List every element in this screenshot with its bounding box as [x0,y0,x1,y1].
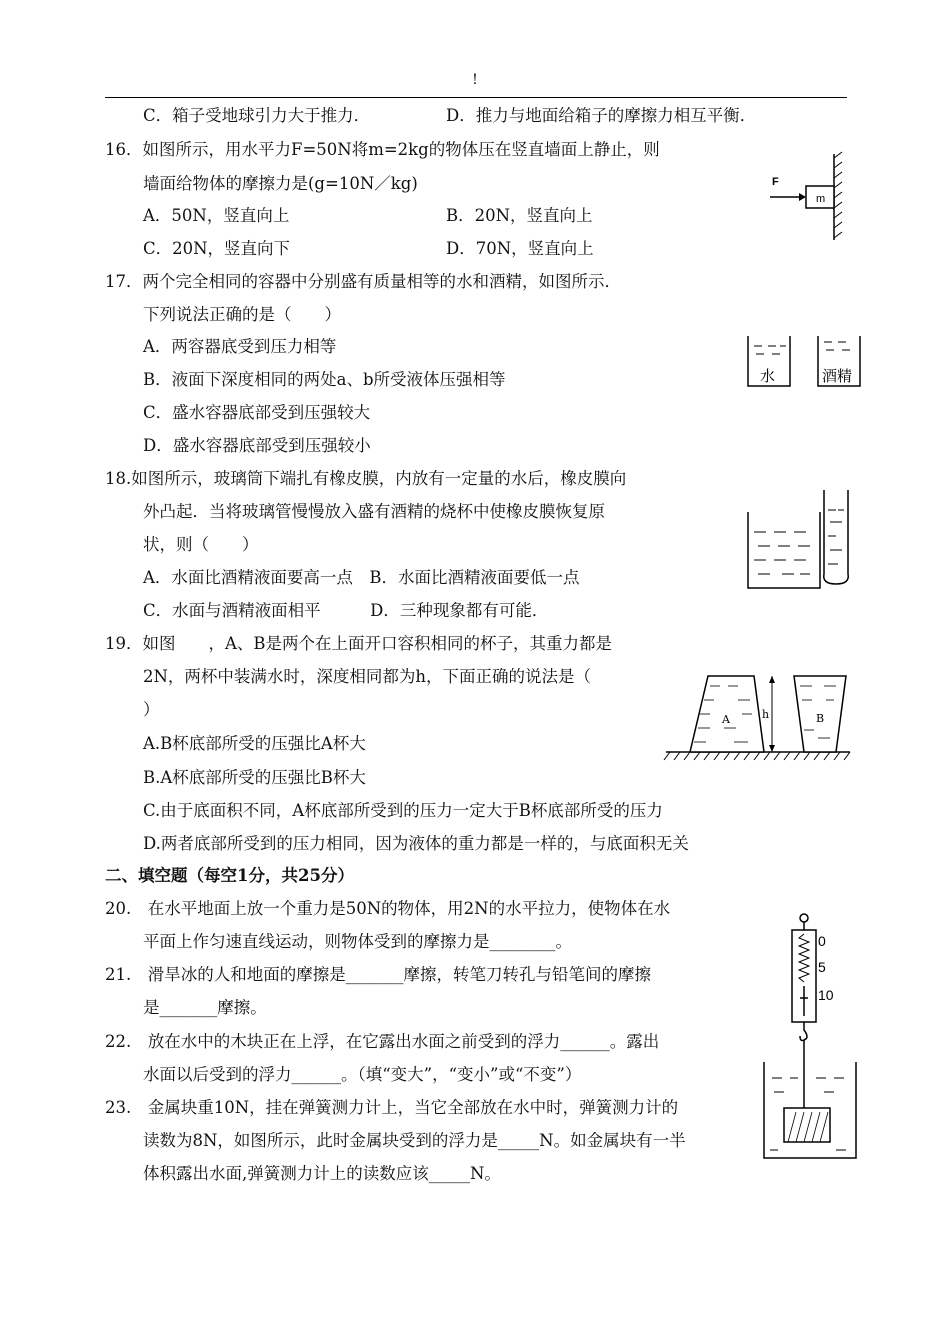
question-line: B．20N，竖直向上 [446,206,593,225]
question-line: A.B杯底部所受的压强比A杯大 [143,734,366,753]
question-line: B.A杯底部所受的压强比B杯大 [143,768,366,787]
question-line: 2N，两杯中装满水时，深度相同都为h，下面正确的说法是（ [143,667,592,686]
question-line: ） [143,700,160,719]
water-label: 水 [760,367,776,385]
question-line: D.两者底部所受到的压力相同，因为液体的重力都是一样的，与底面积无关 [143,834,689,853]
question-line: 19．如图 ，A、B是两个在上面开口容积相同的杯子，其重力都是 [105,634,613,653]
question-line: D．70N，竖直向上 [446,239,594,258]
question-line: A．两容器底受到压力相等 [143,337,337,356]
figure-q18-beaker-tube [744,488,859,590]
question-line: 读数为8N，如图所示，此时金属块受到的浮力是_____N。如金属块有一半 [143,1131,686,1150]
question-line: 状，则（ ） [143,535,259,554]
question-line: 平面上作匀速直线运动，则物体受到的摩擦力是________。 [143,932,572,951]
question-line: 体积露出水面,弹簧测力计上的读数应该_____N。 [143,1164,501,1183]
question-line: 18.如图所示，玻璃筒下端扎有橡皮膜，内放有一定量的水后，橡皮膜向 [105,469,627,488]
question-line: C．盛水容器底部受到压强较大 [143,403,371,422]
question-line: 17．两个完全相同的容器中分别盛有质量相等的水和酒精，如图所示． [105,272,621,291]
cup-b-label: B [816,712,825,725]
question-line: 21. 滑旱冰的人和地面的摩擦是_______摩擦，转笔刀转孔与铅笔间的摩擦 [105,965,651,984]
question-line: C．箱子受地球引力大于推力． [143,106,371,125]
tick-5: 5 [818,959,826,975]
question-line: D．推力与地面给箱子的摩擦力相互平衡． [446,106,757,125]
question-line: 水面以后受到的浮力______。（填“变大”，“变小”或“不变”） [143,1065,582,1084]
figure-q17-containers [746,334,871,388]
question-line: 外凸起．当将玻璃管慢慢放入盛有酒精的烧杯中使橡皮膜恢复原 [143,502,605,521]
cup-a-label: A [722,713,730,726]
force-label: F [772,176,779,188]
figure-q23-spring-scale [760,912,860,1162]
header-rule [105,97,847,98]
height-label: h [762,708,770,721]
tick-10: 10 [818,987,834,1003]
question-line: A．水面比酒精液面要高一点 B．水面比酒精液面要低一点 [143,568,580,587]
section-heading: 二、填空题（每空1分，共25分） [105,866,354,885]
question-line: B．液面下深度相同的两处a、b所受液体压强相等 [143,370,506,389]
figure-q19-cups [664,672,854,762]
question-line: 23. 金属块重10N，挂在弹簧测力计上，当它全部放在水中时，弹簧测力计的 [105,1098,679,1117]
figure-q16-wall-block [766,152,846,242]
question-line: C．20N，竖直向下 [143,239,291,258]
question-line: 是_______摩擦。 [143,998,267,1017]
page-header-mark: ! [472,72,478,88]
question-line: 16．如图所示，用水平力F=50N将m=2kg的物体压在竖直墙面上静止，则 [105,140,660,159]
question-line: A．50N，竖直向上 [143,206,290,225]
question-line: C．水面与酒精液面相平 D．三种现象都有可能． [143,601,549,620]
question-line: D．盛水容器底部受到压强较小 [143,436,371,455]
alcohol-label: 酒精 [822,367,853,385]
question-line: 墙面给物体的摩擦力是(g=10N／kg) [143,174,418,193]
tick-0: 0 [818,933,826,949]
question-line: 22. 放在水中的木块正在上浮，在它露出水面之前受到的浮力______。露出 [105,1032,660,1051]
question-line: C.由于底面积不同，A杯底部所受到的压力一定大于B杯底部所受的压力 [143,801,663,820]
mass-label: m [816,193,826,205]
question-line: 20. 在水平地面上放一个重力是50N的物体，用2N的水平拉力，使物体在水 [105,899,671,918]
question-line: 下列说法正确的是（ ） [143,305,341,324]
